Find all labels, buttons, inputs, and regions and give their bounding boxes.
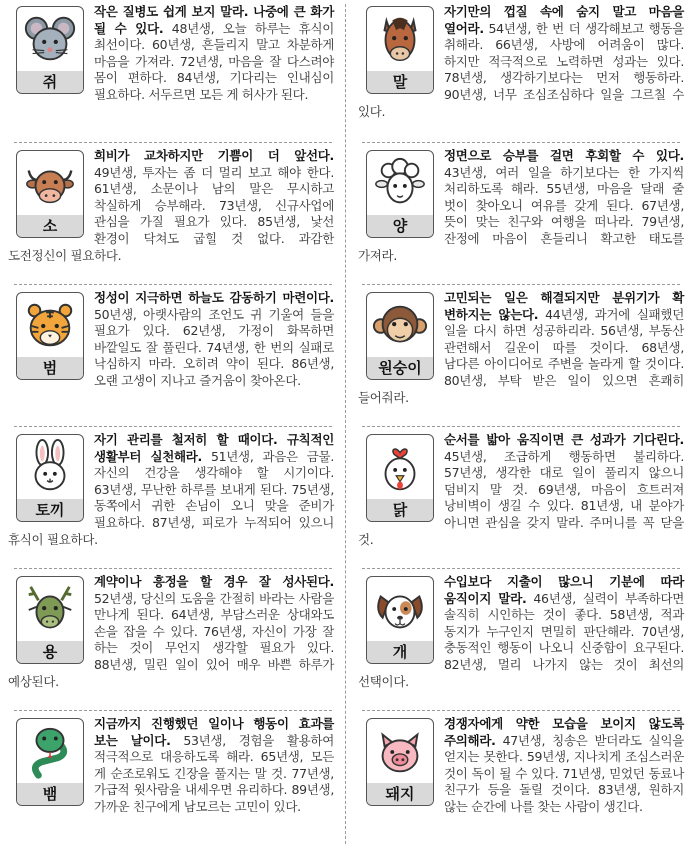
zodiac-name: 쥐 (17, 71, 83, 93)
row-separator (14, 142, 332, 143)
fortune-entry-horse (358, 4, 688, 136)
fortune-text (8, 432, 334, 548)
fortune-body: 43년생, 여러 일을 하기보다는 한 가지씩 처리하도록 해라. 55년생, 마음을 달래 줄 벗이 찾아오니 여유를 갖게 된다. 67년생, 뜻이 맞는 친구와 여행을 떠나라. 79년생, 잔정에 마음이 흔들리니 확고한 태도를 가져라. (358, 164, 684, 263)
fortune-headline: 자기 관리를 철저히 할 때이다. 규칙적인 생활부터 실천해라. (94, 432, 334, 464)
fortune-entry-snake (8, 716, 338, 848)
zodiac-name: 용 (17, 641, 83, 663)
fortune-text (8, 4, 334, 104)
fortune-body: 50년생, 아랫사람의 조언도 귀 기울여 들을 필요가 있다. 62년생, 가정이 화목하면 바깥일도 잘 풀린다. 74년생, 한 번의 실패로 낙심하지 마라. 오히려 약이 된다. 86년생, 오랜 고생이 지나고 즐거움이 찾아온다. (94, 306, 334, 388)
fortune-body: 51년생, 과음은 금물. 자신의 건강을 생각해야 할 시기이다. 63년생, 무난한 하루를 보내게 된다. 75년생, 동쪽에서 귀한 손님이 오니 맞을 준비가 필요하다. 87년생, 피로가 누적되어 있으니 휴식이 필요하다. (8, 448, 334, 547)
fortune-text (8, 290, 334, 390)
fortune-entry-tiger (8, 290, 338, 422)
fortune-headline: 자기만의 껍질 속에 숨지 말고 마음을 열어라. (444, 4, 684, 36)
fortune-headline: 정면으로 승부를 걸면 후회할 수 있다. (444, 148, 684, 163)
fortune-text (8, 574, 334, 690)
fortune-text (358, 4, 684, 120)
column-divider (345, 4, 346, 844)
zodiac-name: 개 (367, 641, 433, 663)
zodiac-name: 범 (17, 357, 83, 379)
fortune-body: 54년생, 한 번 더 생각해보고 행동을 취해라. 66년생, 사방에 어려움이 많다. 하지만 적극적으로 노력하면 성과는 있다. 78년생, 생각하기보다는 먼저 행동하라. 90년생, 너무 조심조심하다 일을 그르칠 수 있다. (358, 20, 684, 119)
fortune-headline: 경쟁자에게 약한 모습을 보이지 않도록 주의해라. (444, 716, 684, 748)
fortune-headline: 작은 질병도 쉽게 보지 말라. 나중에 큰 화가 될 수 있다. (94, 4, 334, 36)
fortune-entry-ox (8, 148, 338, 280)
fortune-entry-monkey (358, 290, 688, 422)
zodiac-name: 원숭이 (367, 357, 433, 379)
fortune-text (358, 290, 684, 406)
row-separator (14, 284, 332, 285)
zodiac-name: 토끼 (17, 499, 83, 521)
fortune-body: 45년생, 조급하게 행동하면 불리하다. 57년생, 생각한 대로 일이 풀리지 않으니 덤비지 말 것. 69년생, 마음이 흐트러져 낭비벽이 생길 수 있다. 81년생, 내 분야가 아니면 관심을 갖지 말라. 주머니를 꼭 닫을 것. (358, 448, 684, 547)
fortune-headline: 고민되는 일은 해결되지만 분위기가 확 변하지는 않는다. (444, 290, 684, 322)
fortune-text (358, 716, 684, 816)
row-separator (362, 142, 680, 143)
zodiac-name: 돼지 (367, 783, 433, 805)
fortune-body: 47년생, 칭송은 받더라도 실익을 얻지는 못한다. 59년생, 지나치게 조심스러운 것이 독이 될 수 있다. 71년생, 믿었던 동료나 친구가 등을 돌릴 것이다. 83년생, 원하지 않는 순간에 나를 찾는 사람이 생긴다. (444, 732, 684, 814)
row-separator (362, 426, 680, 427)
fortune-body: 52년생, 당신의 도움을 간절히 바라는 사람을 만나게 된다. 64년생, 부담스러운 상대와도 손을 잡을 수 있다. 76년생, 자신이 가장 잘 하는 것이 무언지 생각할 필요가 있다. 88년생, 밀린 일이 있어 매우 바쁜 하루가 예상된다. (8, 590, 334, 689)
fortune-headline: 지금까지 진행했던 일이나 행동이 효과를 보는 날이다. (94, 716, 334, 748)
fortune-text (358, 574, 684, 690)
fortune-entry-sheep (358, 148, 688, 280)
fortune-text (358, 148, 684, 264)
row-separator (362, 568, 680, 569)
fortune-entry-pig (358, 716, 688, 848)
fortune-body: 48년생, 오늘 하루는 휴식이 최선이다. 60년생, 흔들리지 말고 차분하게 마음을 가져라. 72년생, 마음을 잘 다스려야 몸이 편하다. 84년생, 기다리는 인내심이 필요하다. 서두르면 모든 게 허사가 된다. (94, 20, 334, 102)
fortune-headline: 희비가 교차하지만 기쁨이 더 앞선다. (94, 148, 334, 163)
row-separator (14, 710, 332, 711)
fortune-body: 49년생, 투자는 좀 더 멀리 보고 해야 한다. 61년생, 소문이나 남의 말은 무시하고 착실하게 승부해라. 73년생, 신규사업에 관심을 가질 필요가 있다. 85년생, 낯선 환경이 닥쳐도 굽힐 것 없다. 과감한 도전정신이 필요하다. (8, 164, 334, 263)
fortune-entry-rabbit (8, 432, 338, 564)
fortune-body: 44년생, 과거에 실패했던 일을 다시 하면 성공하리라. 56년생, 부동산 관련해서 길운이 따를 것이다. 68년생, 남다른 아이디어로 주변을 놀라게 할 것이다. 80년생, 부탁 받은 일이 있으면 흔쾌히 들어줘라. (358, 306, 684, 405)
fortune-body: 53년생, 경험을 활용하여 적극적으로 대응하도록 해라. 65년생, 모든 게 순조로워도 긴장을 풀지는 말 것. 77년생, 가급적 윗사람을 내세우면 유리하다. 89년생, 가까운 친구에게 남모르는 고민이 있다. (94, 732, 334, 814)
fortune-entry-rat (8, 4, 338, 136)
zodiac-name: 소 (17, 215, 83, 237)
fortune-text (358, 432, 684, 548)
row-separator (14, 426, 332, 427)
fortune-entry-rooster (358, 432, 688, 564)
fortune-headline: 계약이나 흥정을 할 경우 잘 성사된다. (94, 574, 334, 589)
fortune-headline: 정성이 지극하면 하늘도 감동하기 마련이다. (94, 290, 334, 305)
row-separator (362, 284, 680, 285)
fortune-entry-dog (358, 574, 688, 706)
fortune-entry-dragon (8, 574, 338, 706)
fortune-text (8, 716, 334, 816)
zodiac-name: 말 (367, 71, 433, 93)
fortune-headline: 수입보다 지출이 많으니 기분에 따라 움직이지 말라. (444, 574, 684, 606)
zodiac-name: 닭 (367, 499, 433, 521)
fortune-text (8, 148, 334, 264)
row-separator (362, 710, 680, 711)
zodiac-name: 뱀 (17, 783, 83, 805)
row-separator (14, 568, 332, 569)
zodiac-name: 양 (367, 215, 433, 237)
fortune-body: 46년생, 실력이 부족하다면 솔직히 시인하는 것이 좋다. 58년생, 적과 동지가 누구인지 면밀히 판단해라. 70년생, 충동적인 행동이 나오니 신중함이 요구된다. 82년생, 멀리 나가지 않는 것이 최선의 선택이다. (358, 590, 685, 689)
fortune-headline: 순서를 밟아 움직이면 큰 성과가 기다린다. (444, 432, 684, 447)
